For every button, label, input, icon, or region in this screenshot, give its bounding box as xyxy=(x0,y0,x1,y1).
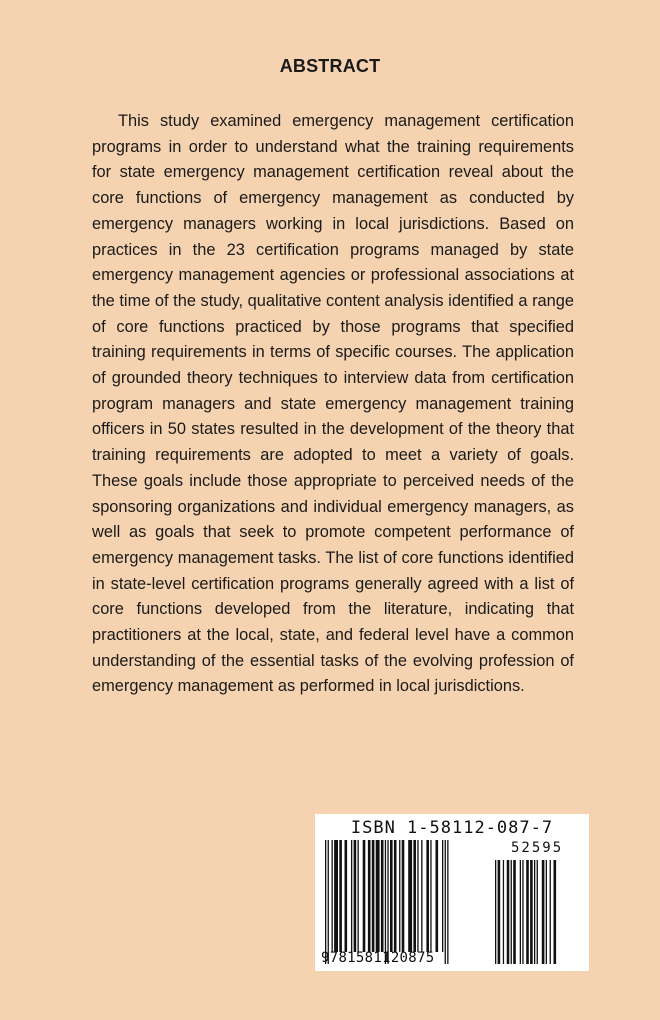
barcode-bars-icon xyxy=(325,840,489,964)
isbn-barcode xyxy=(315,814,589,971)
abstract-text: This study examined emergency management certification programs in order to understand what the training requirements for state emergency management certification reveal about the core functions of emergency management as conducted by emergency managers working in local jurisdictions. Based on practices in the 23 certification programs managed by state emergency management agencies or professional associations at the time of the study, qualitative content analysis identified a range of core functions practiced by those programs that specified training requirements in terms of specific courses. The application of grounded theory techniques to interview data from certification program managers and state emergency management training officers in 50 states resulted in the development of the theory that training requirements are adopted to meet a variety of goals. These goals include those appropriate to perceived needs of the sponsoring organizations and individual emergency managers, as well as goals that seek to promote competent performance of emergency management tasks. The list of core functions identified in state-level certification programs generally agreed with a list of core functions developed from the literature, indicating that practitioners at the local, state, and federal level have a common understanding of the essential tasks of the evolving profession of emergency management as performed in local jurisdictions. xyxy=(92,112,574,696)
isbn-label: ISBN 1-58112-087-7 xyxy=(350,818,554,838)
price-code: 52595 xyxy=(511,840,564,856)
ean-digits: 9781581120875 xyxy=(321,950,435,966)
barcode-addon-bars-icon xyxy=(495,860,583,964)
page-title: ABSTRACT xyxy=(279,56,381,76)
